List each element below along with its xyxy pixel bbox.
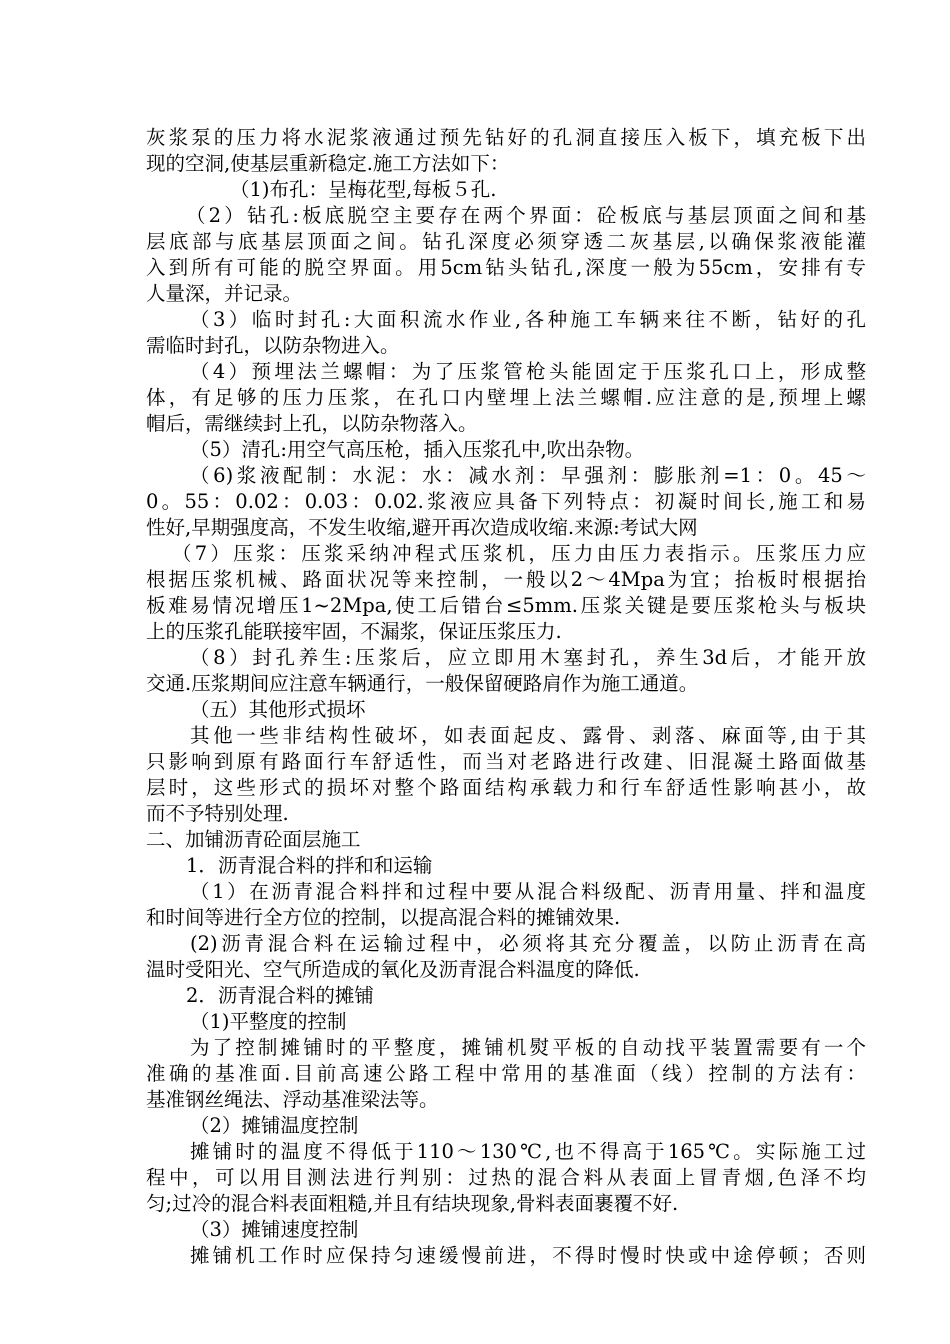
text-line: 层时，这些形式的损坏对整个路面结构承载力和行车舒适性影响甚小，故 xyxy=(146,776,866,799)
text-line: 层底部与底基层顶面之间。钻孔深度必须穿透二灰基层,以确保浆液能灌 xyxy=(146,230,866,253)
text-line: 摊铺机工作时应保持匀速缓慢前进，不得时慢时快或中途停顿；否则 xyxy=(190,1244,866,1267)
text-line: (2)沥青混合料在运输过程中，必须将其充分覆盖，以防止沥青在高 xyxy=(190,932,866,955)
text-line: 只影响到原有路面行车舒适性，而当对老路进行改建、旧混凝土路面做基 xyxy=(146,750,866,773)
text-line: （3）临时封孔:大面积流水作业,各种施工车辆来往不断，钻好的孔 xyxy=(190,308,866,331)
text-line: 而不予特别处理. xyxy=(146,802,289,825)
text-line: 入到所有可能的脱空界面。用5cm钻头钻孔,深度一般为55cm，安排有专 xyxy=(146,256,866,279)
text-line: 灰浆泵的压力将水泥浆液通过预先钻好的孔洞直接压入板下，填充板下出 xyxy=(146,126,866,149)
text-line: 0。55：0.02：0.03：0.02.浆液应具备下列特点：初凝时间长,施工和易 xyxy=(146,490,866,513)
text-line: 帽后，需继续封上孔，以防杂物落入。 xyxy=(146,412,478,435)
text-line: （8）封孔养生:压浆后，应立即用木塞封孔，养生3d后，才能开放 xyxy=(190,646,866,669)
subsection-heading: （2）摊铺温度控制 xyxy=(190,1114,359,1137)
text-line: 和时间等进行全方位的控制，以提高混合料的摊铺效果. xyxy=(146,906,621,929)
text-line: （6)浆液配制：水泥：水：减水剂：早强剂：膨胀剂=1：0。45～ xyxy=(190,464,866,487)
text-line: 基准钢丝绳法、浮动基准梁法等。 xyxy=(146,1088,439,1111)
text-line: 匀;过冷的混合料表面粗糙,并且有结块现象,骨料表面裹覆不好. xyxy=(146,1192,679,1215)
text-line: （4）预埋法兰螺帽：为了压浆管枪头能固定于压浆孔口上，形成整 xyxy=(190,360,866,383)
text-line: 性好,早期强度高，不发生收缩,避开再次造成收缩.来源:考试大网 xyxy=(146,516,698,539)
text-line: 现的空洞,使基层重新稳定.施工方法如下： xyxy=(146,152,510,175)
text-line: 板难易情况增压1~2Mpa,使工后错台≤5mm.压浆关键是要压浆枪头与板块 xyxy=(146,594,866,617)
text-line: 准确的基准面.目前高速公路工程中常用的基准面（线）控制的方法有： xyxy=(146,1062,866,1085)
text-line: 人量深，并记录。 xyxy=(146,282,303,305)
subsection-heading: （1)平整度的控制 xyxy=(190,1010,347,1033)
subsection-heading: 1．沥青混合料的拌和和运输 xyxy=(186,854,433,877)
section-heading: （五）其他形式损坏 xyxy=(190,698,366,721)
text-line: 其他一些非结构性破坏，如表面起皮、露骨、剥落、麻面等,由于其 xyxy=(190,724,866,747)
text-line: 交通.压浆期间应注意车辆通行，一般保留硬路肩作为施工通道。 xyxy=(146,672,699,695)
text-line: 为了控制摊铺时的平整度，摊铺机熨平板的自动找平装置需要有一个 xyxy=(190,1036,866,1059)
text-line: （2）钻孔:板底脱空主要存在两个界面：砼板底与基层顶面之间和基 xyxy=(186,204,866,227)
text-line: 上的压浆孔能联接牢固，不漏浆，保证压浆压力. xyxy=(146,620,562,643)
section-heading: 二、加铺沥青砼面层施工 xyxy=(146,828,361,851)
text-line: 体，有足够的压力压浆，在孔口内壁埋上法兰螺帽.应注意的是,预埋上螺 xyxy=(146,386,866,409)
text-line: （1）在沥青混合料拌和过程中要从混合料级配、沥青用量、拌和温度 xyxy=(190,880,866,903)
text-line: 摊铺时的温度不得低于110～130℃,也不得高于165℃。实际施工过 xyxy=(190,1140,866,1163)
subsection-heading: 2．沥青混合料的摊铺 xyxy=(186,984,374,1007)
text-line: 程中，可以用目测法进行判别：过热的混合料从表面上冒青烟,色泽不均 xyxy=(146,1166,866,1189)
text-line: （7）压浆：压浆采纳冲程式压浆机，压力由压力表指示。压浆压力应 xyxy=(172,542,866,565)
subsection-heading: （3）摊铺速度控制 xyxy=(190,1218,359,1241)
text-line: （5）清孔:用空气高压枪，插入压浆孔中,吹出杂物。 xyxy=(190,438,645,461)
text-line: （1)布孔：呈梅花型,每板５孔. xyxy=(230,178,497,201)
text-line: 根据压浆机械、路面状况等来控制，一般以2～4Mpa为宜；抬板时根据抬 xyxy=(146,568,866,591)
text-line: 需临时封孔，以防杂物进入。 xyxy=(146,334,400,357)
text-line: 温时受阳光、空气所造成的氧化及沥青混合料温度的降低. xyxy=(146,958,640,981)
